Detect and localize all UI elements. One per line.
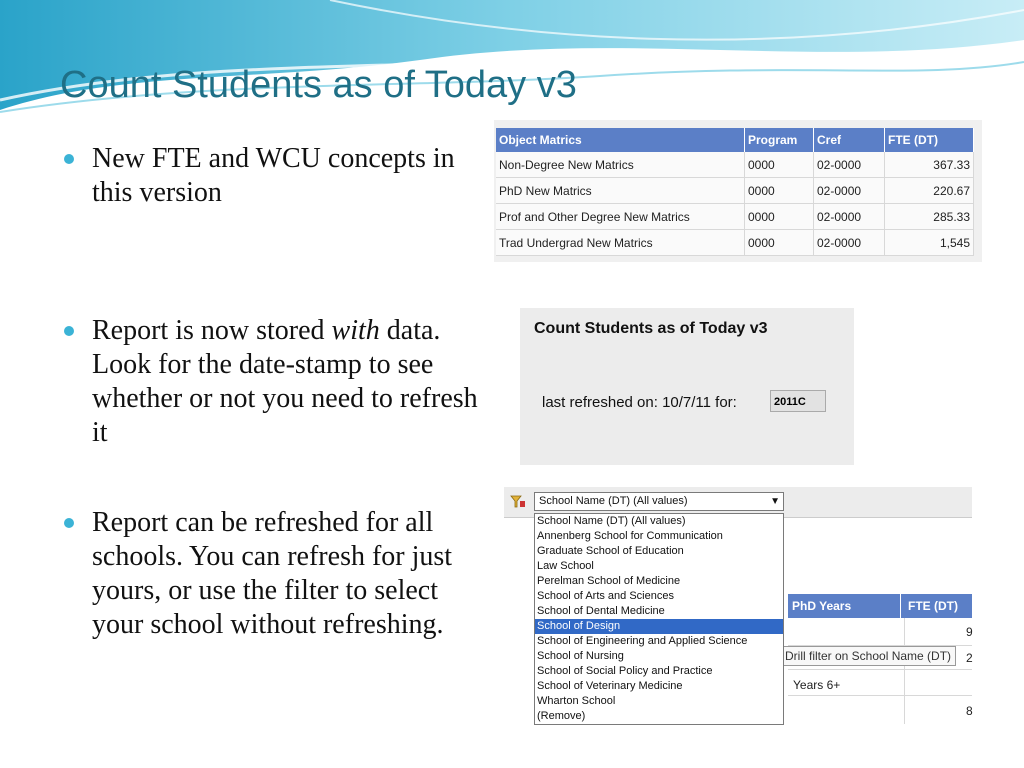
chevron-down-icon[interactable]: ▼ — [770, 496, 780, 507]
list-item[interactable]: School of Nursing — [537, 650, 624, 662]
filter-icon[interactable] — [510, 495, 526, 509]
table-row — [496, 230, 974, 256]
cell-fte: 285.33 — [885, 204, 974, 230]
bullet-stored-data — [64, 314, 494, 450]
list-item[interactable]: Annenberg School for Communication — [537, 530, 723, 542]
cell-cref: 02-0000 — [814, 204, 885, 230]
dropdown-selected-value: School Name (DT) (All values) — [539, 495, 688, 507]
list-item[interactable]: School of Social Policy and Practice — [537, 665, 713, 677]
list-item[interactable]: School of Veterinary Medicine — [537, 680, 683, 692]
cut-value: 2 — [966, 651, 973, 665]
cut-value: 8 — [966, 704, 973, 718]
cell-fte: 220.67 — [885, 178, 974, 204]
school-options-list — [534, 513, 784, 725]
table-row — [496, 152, 974, 178]
list-item[interactable]: School of Dental Medicine — [537, 605, 665, 617]
bullet-refresh-schools — [64, 506, 494, 642]
cell-cref: 02-0000 — [814, 152, 885, 178]
matrics-table-screenshot — [494, 120, 982, 262]
school-filter-dropdown[interactable] — [534, 492, 784, 511]
col-header-fte[interactable]: FTE (DT) — [885, 128, 974, 152]
col-header-cref[interactable]: Cref — [814, 128, 885, 152]
column-header-bar — [788, 594, 972, 618]
cell-object: Trad Undergrad New Matrics — [496, 230, 745, 256]
cell-fte: 367.33 — [885, 152, 974, 178]
last-refreshed-text: last refreshed on: 10/7/11 for: — [542, 394, 737, 411]
cell-fte: 1,545 — [885, 230, 974, 256]
table-row — [496, 178, 974, 204]
list-item[interactable]: School Name (DT) (All values) — [537, 515, 686, 527]
grid-line — [788, 669, 972, 670]
bullet-dot-icon — [64, 154, 74, 164]
cell-cref: 02-0000 — [814, 178, 885, 204]
col-header-fte[interactable]: FTE (DT) — [908, 599, 958, 613]
cell-object: Prof and Other Degree New Matrics — [496, 204, 745, 230]
school-filter-screenshot — [504, 487, 972, 724]
cell-cref: 02-0000 — [814, 230, 885, 256]
cut-value: 9 — [966, 625, 973, 639]
cell-program: 0000 — [745, 204, 814, 230]
list-item[interactable]: School of Arts and Sciences — [537, 590, 674, 602]
grid-line — [788, 695, 972, 696]
table-row — [496, 204, 974, 230]
matrics-table — [496, 128, 974, 256]
bullet-fte-concepts — [64, 142, 494, 210]
col-header-phd-years[interactable]: PhD Years — [792, 599, 852, 613]
semester-field[interactable]: 2011C — [770, 390, 826, 412]
cell-program: 0000 — [745, 178, 814, 204]
refresh-stamp-screenshot — [520, 308, 854, 465]
col-header-program[interactable]: Program — [745, 128, 814, 152]
grid-line — [904, 618, 905, 724]
list-item[interactable]: School of Engineering and Applied Science — [537, 635, 748, 647]
list-item[interactable]: (Remove) — [537, 710, 586, 722]
bullet-text: New FTE and WCU concepts in this version — [92, 143, 455, 208]
bullet-text: Report can be refreshed for all schools. You can refresh for just yours, or use the filter to select your school without refreshing. — [92, 507, 453, 640]
list-item[interactable]: Graduate School of Education — [537, 545, 684, 557]
list-item[interactable]: Perelman School of Medicine — [537, 575, 681, 587]
cell-program: 0000 — [745, 230, 814, 256]
slide-title: Count Students as of Today v3 — [60, 64, 577, 106]
cell-program: 0000 — [745, 152, 814, 178]
report-heading: Count Students as of Today v3 — [534, 320, 768, 337]
cell-years: Years 6+ — [793, 678, 841, 692]
col-header-object[interactable]: Object Matrics — [496, 128, 745, 152]
bullet-dot-icon — [64, 518, 74, 528]
bullet-dot-icon — [64, 326, 74, 336]
cell-object: Non-Degree New Matrics — [496, 152, 745, 178]
list-item[interactable]: Wharton School — [537, 695, 616, 707]
cell-object: PhD New Matrics — [496, 178, 745, 204]
header-divider — [900, 594, 901, 618]
drill-filter-tooltip: Drill filter on School Name (DT) — [780, 646, 956, 666]
list-item-selected[interactable]: School of Design — [535, 619, 783, 634]
list-item[interactable]: Law School — [537, 560, 594, 572]
bullet-text: Report is now stored with data. Look for the date-stamp to see whether or not you need to refresh it — [92, 315, 478, 448]
